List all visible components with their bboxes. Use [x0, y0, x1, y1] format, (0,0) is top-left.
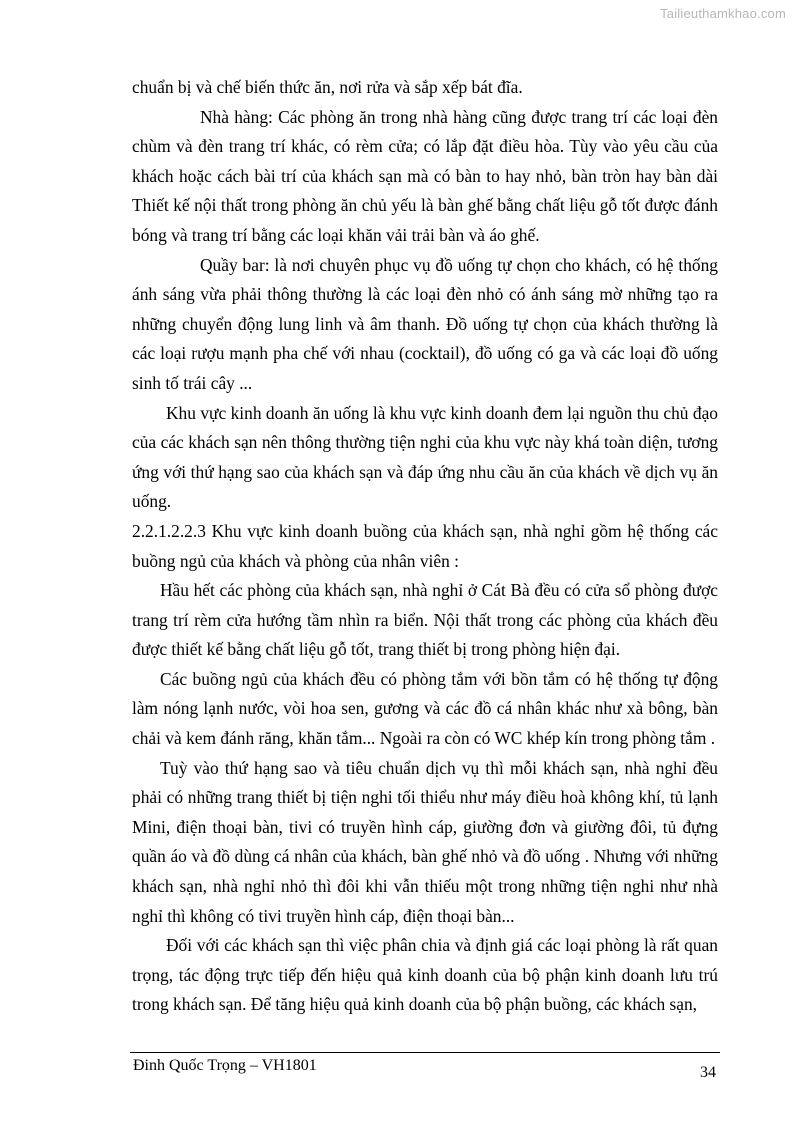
paragraph-restaurant: Nhà hàng: Các phòng ăn trong nhà hàng cũng được trang trí các loại đèn chùm và đèn trang trí khác, có rèm cửa; có lắp đặt điều hòa. Tùy vào yêu cầu của khách hoặc cách bài trí của khách sạn mà có bàn to hay nhỏ, bàn tròn hay bàn dài Thiết kế nội thất trong phòng ăn chủ yếu là bàn ghế bằng chất liệu gỗ tốt được đánh bóng và trang trí bằng các loại khăn vải trải bàn và áo ghế. [132, 106, 718, 245]
paragraph-pricing: Đối với các khách sạn thì việc phân chia và định giá các loại phòng là rất quan trọng, tác động trực tiếp đến hiệu quả kinh doanh của bộ phận kinh doanh lưu trú trong khách sạn. Để tăng hiệu quả kinh doanh của bộ phận buồng, các khách sạn, [132, 935, 718, 1015]
paragraph-food-business: Khu vực kinh doanh ăn uống là khu vực kinh doanh đem lại nguồn thu chủ đạo của các khách sạn nên thông thường tiện nghi của khu vực này khá toàn diện, tương ứng với thứ hạng sao của khách sạn và đáp ứng nhu cầu ăn của khách về dịch vụ ăn uống. [132, 402, 718, 512]
paragraph-bar: Quầy bar: là nơi chuyên phục vụ đồ uống tự chọn cho khách, có hệ thống ánh sáng vừa phải thông thường là các loại đèn nhỏ có ánh sáng mờ những tạo ra những chuyển động lung linh và âm thanh. Đồ uống tự chọn của khách thường là các loại rượu mạnh pha chế với nhau (cocktail), đồ uống có ga và các loại đồ uống sinh tố trái cây ... [132, 254, 718, 393]
page-number: 34 [700, 1064, 716, 1081]
watermark: Tailieuthamkhao.com [660, 6, 786, 21]
paragraph-room-windows: Hầu hết các phòng của khách sạn, nhà nghỉ ở Cát Bà đều có cửa sổ phòng được trang trí rèm cửa hướng tầm nhìn ra biển. Nội thất trong các phòng của khách đều được thiết kế bằng chất liệu gỗ tốt, trang thiết bị trong phòng hiện đại. [132, 580, 718, 660]
footer-author: Đinh Quốc Trọng – VH1801 [133, 1057, 317, 1074]
footer-divider [130, 1052, 720, 1053]
paragraph-kitchen-end: chuẩn bị và chế biến thức ăn, nơi rửa và sắp xếp bát đĩa. [132, 77, 523, 97]
paragraph-amenities: Tuỳ vào thứ hạng sao và tiêu chuẩn dịch vụ thì mỗi khách sạn, nhà nghỉ đều phải có những trang thiết bị tiện nghi tối thiểu như máy điều hoà không khí, tủ lạnh Mini, điện thoại bàn, tivi có truyền hình cáp, giường đơn và giường đôi, tủ đựng quần áo và đồ dùng cá nhân của khách, bàn ghế nhỏ và đồ uống . Nhưng với những khách sạn, nhà nghỉ nhỏ thì đôi khi vẫn thiếu một trong những tiện nghi như nhà nghỉ thì không có tivi truyền hình cáp, điện thoại bàn... [132, 757, 718, 926]
section-heading-rooms: 2.2.1.2.2.3 Khu vực kinh doanh buồng của khách sạn, nhà nghỉ gồm hệ thống các buồng ngủ của khách và phòng của nhân viên : [132, 520, 718, 571]
paragraph-bathrooms: Các buồng ngủ của khách đều có phòng tắm với bồn tắm có hệ thống tự động làm nóng lạnh nước, vòi hoa sen, gương và các đồ cá nhân khác như xà bông, bàn chải và kem đánh răng, khăn tắm... Ngoài ra còn có WC khép kín trong phòng tắm . [132, 668, 718, 749]
document-body [132, 73, 718, 1020]
